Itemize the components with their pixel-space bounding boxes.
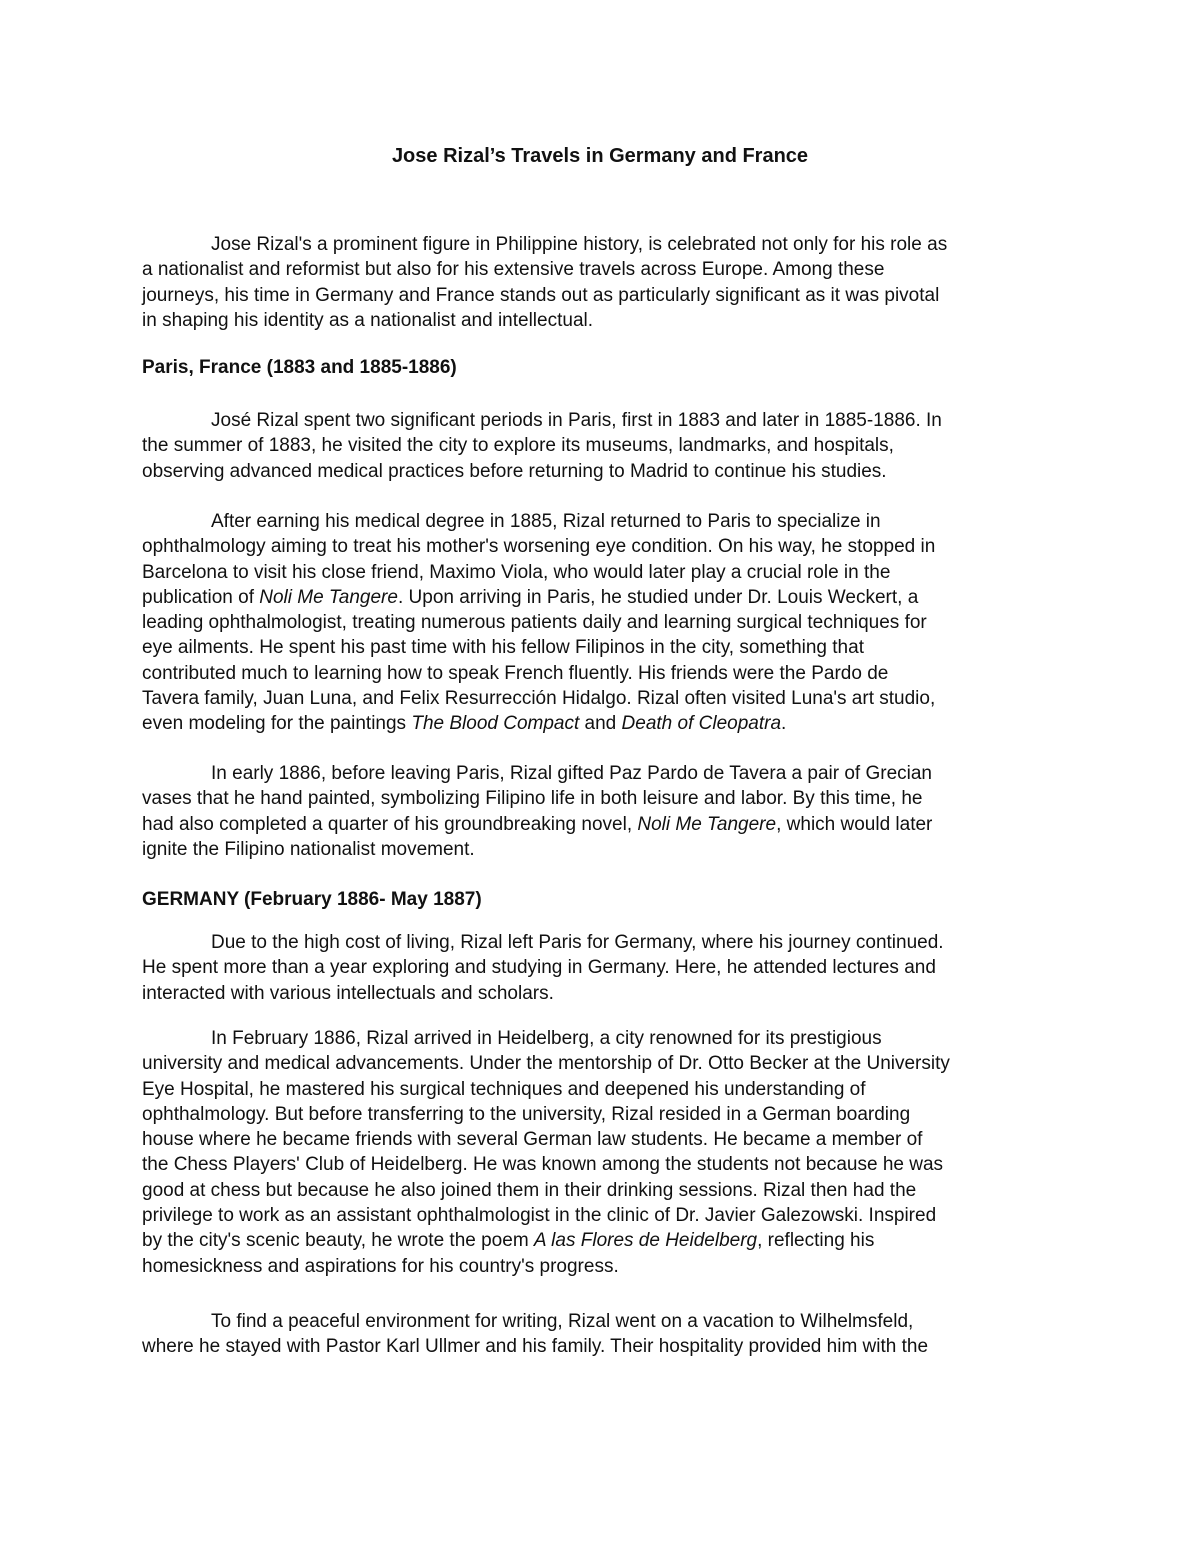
germany-paragraph-3 <box>142 1309 1064 1360</box>
document-title: Jose Rizal’s Travels in Germany and France <box>391 145 809 167</box>
text-line: ignite the Filipino nationalist movement. <box>142 838 475 860</box>
text-line: homesickness and aspirations for his country's progress. <box>142 1255 619 1277</box>
text-run: had also completed a quarter of his groundbreaking novel, <box>142 813 638 835</box>
text-line <box>142 585 1064 610</box>
paris-paragraph-1 <box>142 408 1064 484</box>
text-line: ophthalmology aiming to treat his mother's worsening eye condition. On his way, he stopped in <box>142 536 936 558</box>
text-line: vases that he hand painted, symbolizing Filipino life in both leisure and labor. By this time, he <box>142 788 923 810</box>
book-title: Noli Me Tangere <box>637 813 777 835</box>
text-line: the summer of 1883, he visited the city to explore its museums, landmarks, and hospitals, <box>142 435 894 457</box>
text-line: the Chess Players' Club of Heidelberg. He was known among the students not because he was <box>142 1154 944 1176</box>
text-line: Tavera family, Juan Luna, and Felix Resurrección Hidalgo. Rizal often visited Luna's art studio, <box>142 688 936 710</box>
text-line: Eye Hospital, he mastered his surgical techniques and deepened his understanding of <box>142 1078 866 1100</box>
text-line: eye ailments. He spent his past time with his fellow Filipinos in the city, something that <box>142 637 864 659</box>
text-line: a nationalist and reformist but also for his extensive travels across Europe. Among these <box>142 259 885 281</box>
book-title: Noli Me Tangere <box>259 586 398 608</box>
text-run: publication of <box>142 586 260 608</box>
text-line <box>142 1228 1064 1253</box>
text-run: and <box>579 713 622 735</box>
intro-paragraph <box>142 232 1064 333</box>
text-line <box>142 711 1064 736</box>
text-line: Barcelona to visit his close friend, Maximo Viola, who would later play a crucial role in the <box>142 561 891 583</box>
text-line: in shaping his identity as a nationalist and intellectual. <box>142 309 594 331</box>
section-heading-paris: Paris, France (1883 and 1885-1886) <box>142 357 457 378</box>
text-run: . Upon arriving in Paris, he studied under Dr. Louis Weckert, a <box>397 586 919 608</box>
text-line: To find a peaceful environment for writing, Rizal went on a vacation to Wilhelmsfeld, <box>211 1311 914 1332</box>
text-line: where he stayed with Pastor Karl Ullmer and his family. Their hospitality provided him with the <box>142 1336 929 1358</box>
text-line: After earning his medical degree in 1885, Rizal returned to Paris to specialize in <box>211 511 881 532</box>
text-line: journeys, his time in Germany and France stands out as particularly significant as it was pivotal <box>142 284 940 306</box>
text-line: contributed much to learning how to speak French fluently. His friends were the Pardo de <box>142 662 889 684</box>
poem-title: A las Flores de Heidelberg <box>533 1230 758 1252</box>
text-line: ophthalmology. But before transferring to the university, Rizal resided in a German boarding <box>142 1103 911 1125</box>
text-line: interacted with various intellectuals and scholars. <box>142 982 554 1004</box>
paris-paragraph-2 <box>142 509 1064 737</box>
text-line <box>142 812 1064 837</box>
text-line: good at chess but because he also joined them in their drinking sessions. Rizal then had the <box>142 1179 917 1201</box>
text-line: He spent more than a year exploring and studying in Germany. Here, he attended lectures and <box>142 957 936 979</box>
text-run: , which would later <box>776 813 933 835</box>
paris-paragraph-3 <box>142 761 1064 862</box>
text-run: by the city's scenic beauty, he wrote the poem <box>142 1230 534 1252</box>
section-heading-germany: GERMANY (February 1886- May 1887) <box>142 889 482 910</box>
painting-title: The Blood Compact <box>411 713 580 735</box>
text-line: In early 1886, before leaving Paris, Rizal gifted Paz Pardo de Tavera a pair of Grecian <box>211 763 932 784</box>
text-line: Jose Rizal's a prominent figure in Philippine history, is celebrated not only for his role as <box>211 234 948 255</box>
text-line: In February 1886, Rizal arrived in Heidelberg, a city renowned for its prestigious <box>211 1028 882 1049</box>
text-run: even modeling for the paintings <box>142 713 412 735</box>
text-run: , reflecting his <box>757 1230 875 1252</box>
text-line: university and medical advancements. Under the mentorship of Dr. Otto Becker at the University <box>142 1053 950 1075</box>
painting-title: Death of Cleopatra <box>621 713 782 735</box>
text-line: house where he became friends with several German law students. He became a member of <box>142 1129 923 1151</box>
text-line: Due to the high cost of living, Rizal left Paris for Germany, where his journey continued. <box>211 932 944 953</box>
text-line: privilege to work as an assistant ophthalmologist in the clinic of Dr. Javier Galezowski. Inspired <box>142 1205 937 1227</box>
text-run: . <box>781 713 787 735</box>
germany-paragraph-1 <box>142 930 1064 1006</box>
text-line: José Rizal spent two significant periods in Paris, first in 1883 and later in 1885-1886. In <box>211 410 942 431</box>
text-line: leading ophthalmologist, treating numerous patients daily and learning surgical techniques for <box>142 612 927 634</box>
germany-paragraph-2 <box>142 1026 1064 1279</box>
text-line: observing advanced medical practices before returning to Madrid to continue his studies. <box>142 460 887 482</box>
